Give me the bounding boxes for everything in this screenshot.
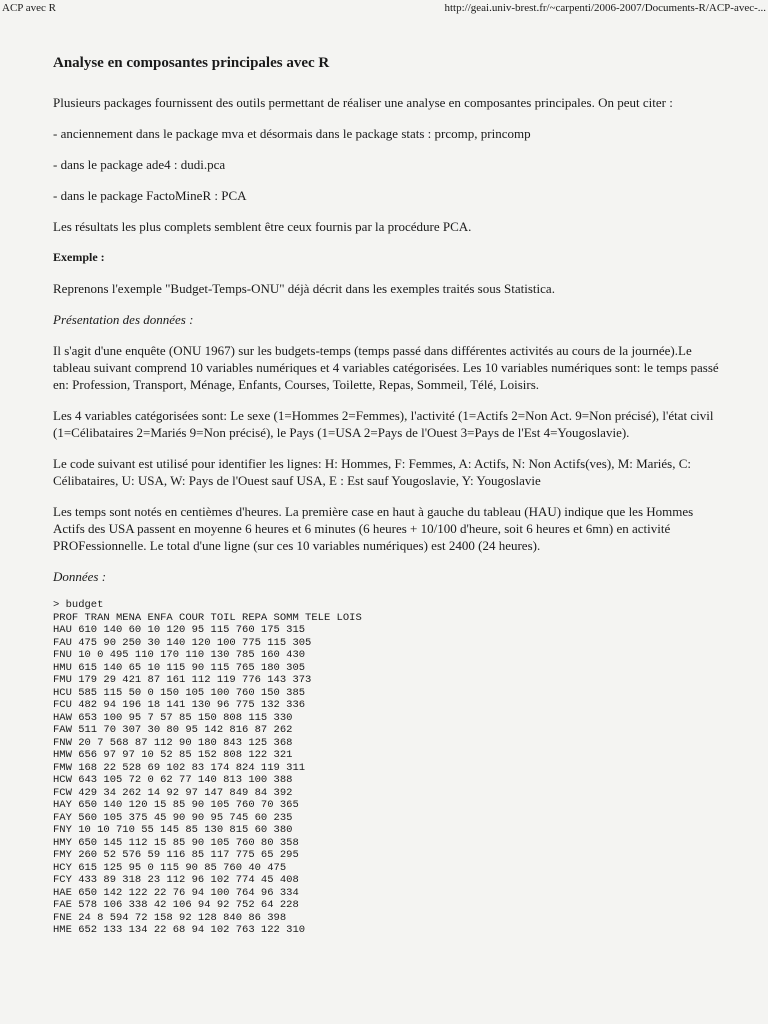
code-line: FCU 482 94 196 18 141 130 96 775 132 336 [53, 699, 306, 711]
print-header-title: ACP avec R [2, 2, 56, 14]
code-line: HMY 650 145 112 15 85 90 105 760 80 358 [53, 836, 299, 849]
time-units-paragraph: Les temps sont notés en centièmes d'heures. La première case en haut à gauche du tableau (HAU) indique que les Hommes Actifs des USA passent en moyenne 6 heures et 6 minutes (6 heures + 10/100 d'heure, soit 6 heures et 6mn) en activité PROFessionnelle. Le total d'une ligne (sur ces 10 variables numériques) est 2400 (24 heures). [53, 504, 694, 553]
code-line: FNY 10 10 710 55 145 85 130 815 60 380 [53, 824, 293, 836]
example-paragraph: Reprenons l'exemple "Budget-Temps-ONU" déjà décrit dans les exemples traités sous Statistica. [53, 281, 555, 296]
code-line: FAY 560 105 375 45 90 90 95 745 60 235 [53, 811, 293, 824]
results-paragraph: Les résultats les plus complets semblent être ceux fournis par la procédure PCA. [53, 219, 472, 234]
code-line: FMY 260 52 576 59 116 85 117 775 65 295 [53, 849, 299, 861]
code-line: FNU 10 0 495 110 170 110 130 785 160 430 [53, 649, 306, 661]
code-line: FMW 168 22 528 69 102 83 174 824 119 311 [53, 761, 306, 774]
print-header-url: http://geai.univ-brest.fr/~carpenti/2006-2007/Documents-R/ACP-avec-... [444, 2, 766, 14]
code-line: HCU 585 115 50 0 150 105 100 760 150 385 [53, 686, 306, 699]
code-line: HAE 650 142 122 22 76 94 100 764 96 334 [53, 886, 299, 899]
code-line: HME 652 133 134 22 68 94 102 763 122 310 [53, 924, 306, 936]
budget-data-block [53, 599, 721, 937]
code-line: FAU 475 90 250 30 140 120 100 775 115 305 [53, 636, 312, 649]
code-line: > budget [53, 599, 104, 611]
example-heading: Exemple : [53, 250, 105, 264]
presentation-heading: Présentation des données : [53, 312, 194, 327]
document-page [53, 52, 721, 937]
intro-paragraph: Plusieurs packages fournissent des outils permettant de réaliser une analyse en composantes principales. On peut citer : [53, 95, 673, 110]
code-line: HAW 653 100 95 7 57 85 150 808 115 330 [53, 711, 293, 724]
code-line: FAE 578 106 338 42 106 94 92 752 64 228 [53, 899, 299, 911]
code-line: HCW 643 105 72 0 62 77 140 813 100 388 [53, 774, 293, 786]
code-line: HMU 615 140 65 10 115 90 115 765 180 305 [53, 661, 306, 674]
code-line: FAW 511 70 307 30 80 95 142 816 87 262 [53, 724, 293, 736]
survey-paragraph: Il s'agit d'une enquête (ONU 1967) sur les budgets-temps (temps passé dans différentes activités au cours de la journée).Le tableau suivant comprend 10 variables numériques et 4 variables catégorisées. Les 10 variables numériques sont: le temps passé en: Profession, Transport, Ménage, Enfants, Courses, Toilette, Repas, Sommeil, Télé, Loisirs. [53, 343, 719, 392]
code-line: FCW 429 34 262 14 92 97 147 849 84 392 [53, 786, 293, 799]
page-title: Analyse en composantes principales avec R [53, 55, 330, 71]
categorical-variables-paragraph: Les 4 variables catégorisées sont: Le sexe (1=Hommes 2=Femmes), l'activité (1=Actifs 2=Non Act. 9=Non précisé), l'état civil (1=Célibataires 2=Mariés 9=Non précisé), le Pays (1=USA 2=Pays de l'Ouest 3=Pays de l'Est 4=Yougoslavie). [53, 408, 714, 440]
code-line: HAY 650 140 120 15 85 90 105 760 70 365 [53, 799, 299, 811]
code-line: HAU 610 140 60 10 120 95 115 760 175 315 [53, 624, 306, 636]
package-item-stats: - anciennement dans le package mva et désormais dans le package stats : prcomp, princomp [53, 126, 531, 141]
code-line: FNE 24 8 594 72 158 92 128 840 86 398 [53, 911, 287, 924]
code-line: PROF TRAN MENA ENFA COUR TOIL REPA SOMM TELE LOIS [53, 611, 362, 624]
code-line: FMU 179 29 421 87 161 112 119 776 143 373 [53, 674, 312, 686]
code-line: HCY 615 125 95 0 115 90 85 760 40 475 [53, 861, 287, 874]
package-item-ade4: - dans le package ade4 : dudi.pca [53, 157, 226, 172]
package-item-factominer: - dans le package FactoMineR : PCA [53, 188, 247, 203]
code-line: FNW 20 7 568 87 112 90 180 843 125 368 [53, 736, 293, 749]
row-codes-paragraph: Le code suivant est utilisé pour identifier les lignes: H: Hommes, F: Femmes, A: Actifs, N: Non Actifs(ves), M: Mariés, C: Célibataires, U: USA, W: Pays de l'Ouest sauf USA, E : Est sauf Yougoslavie, Y: Yougoslavie [53, 456, 692, 488]
data-heading: Données : [53, 569, 107, 584]
code-line: FCY 433 89 318 23 112 96 102 774 45 408 [53, 874, 299, 886]
print-header [0, 0, 768, 18]
code-line: HMW 656 97 97 10 52 85 152 808 122 321 [53, 749, 293, 761]
